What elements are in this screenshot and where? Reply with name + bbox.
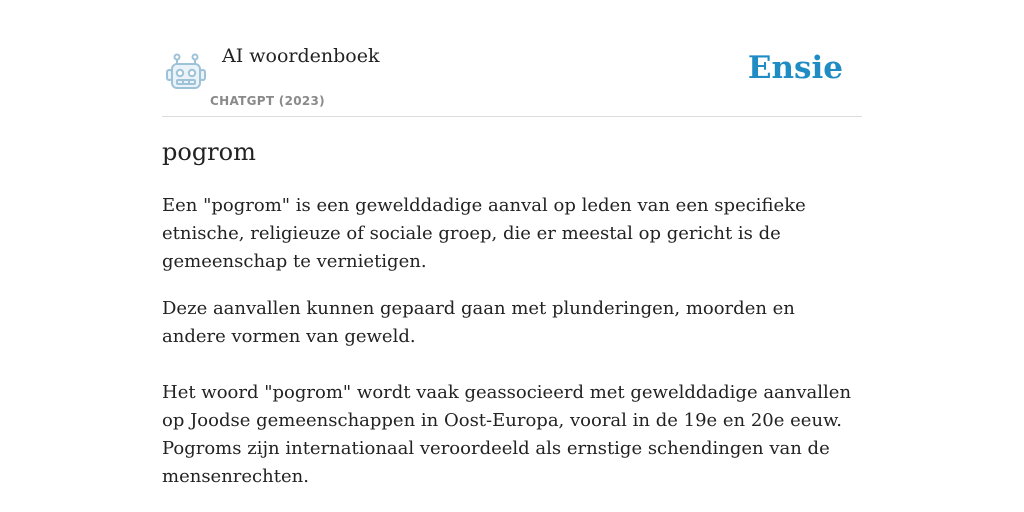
dictionary-title: AI woordenboek: [222, 45, 380, 67]
ensie-logo-link[interactable]: Ensie: [747, 50, 843, 86]
entry-definition: [162, 192, 862, 491]
entry-card: [162, 0, 862, 512]
entry-header: [162, 0, 862, 117]
definition-paragraph: Een "pogrom" is een gewelddadige aanval op leden van een specifieke etnische, religieuze of sociale groep, die er meestal op gericht is de gemeenschap te vernietigen.: [162, 195, 806, 272]
source-label: CHATGPT (2023): [210, 94, 325, 108]
definition-paragraph: Het woord "pogrom" wordt vaak geassocieerd met gewelddadige aanvallen op Joodse gemeenschappen in Oost-Europa, vooral in de 19e en 20e eeuw. Pogroms zijn internationaal veroordeeld als ernstige schendingen van de mensenrechten.: [162, 382, 852, 487]
definition-paragraph: Deze aanvallen kunnen gepaard gaan met plunderingen, moorden en andere vormen van geweld.: [162, 298, 795, 347]
robot-icon: [164, 50, 208, 94]
entry-term: pogrom: [162, 138, 256, 166]
